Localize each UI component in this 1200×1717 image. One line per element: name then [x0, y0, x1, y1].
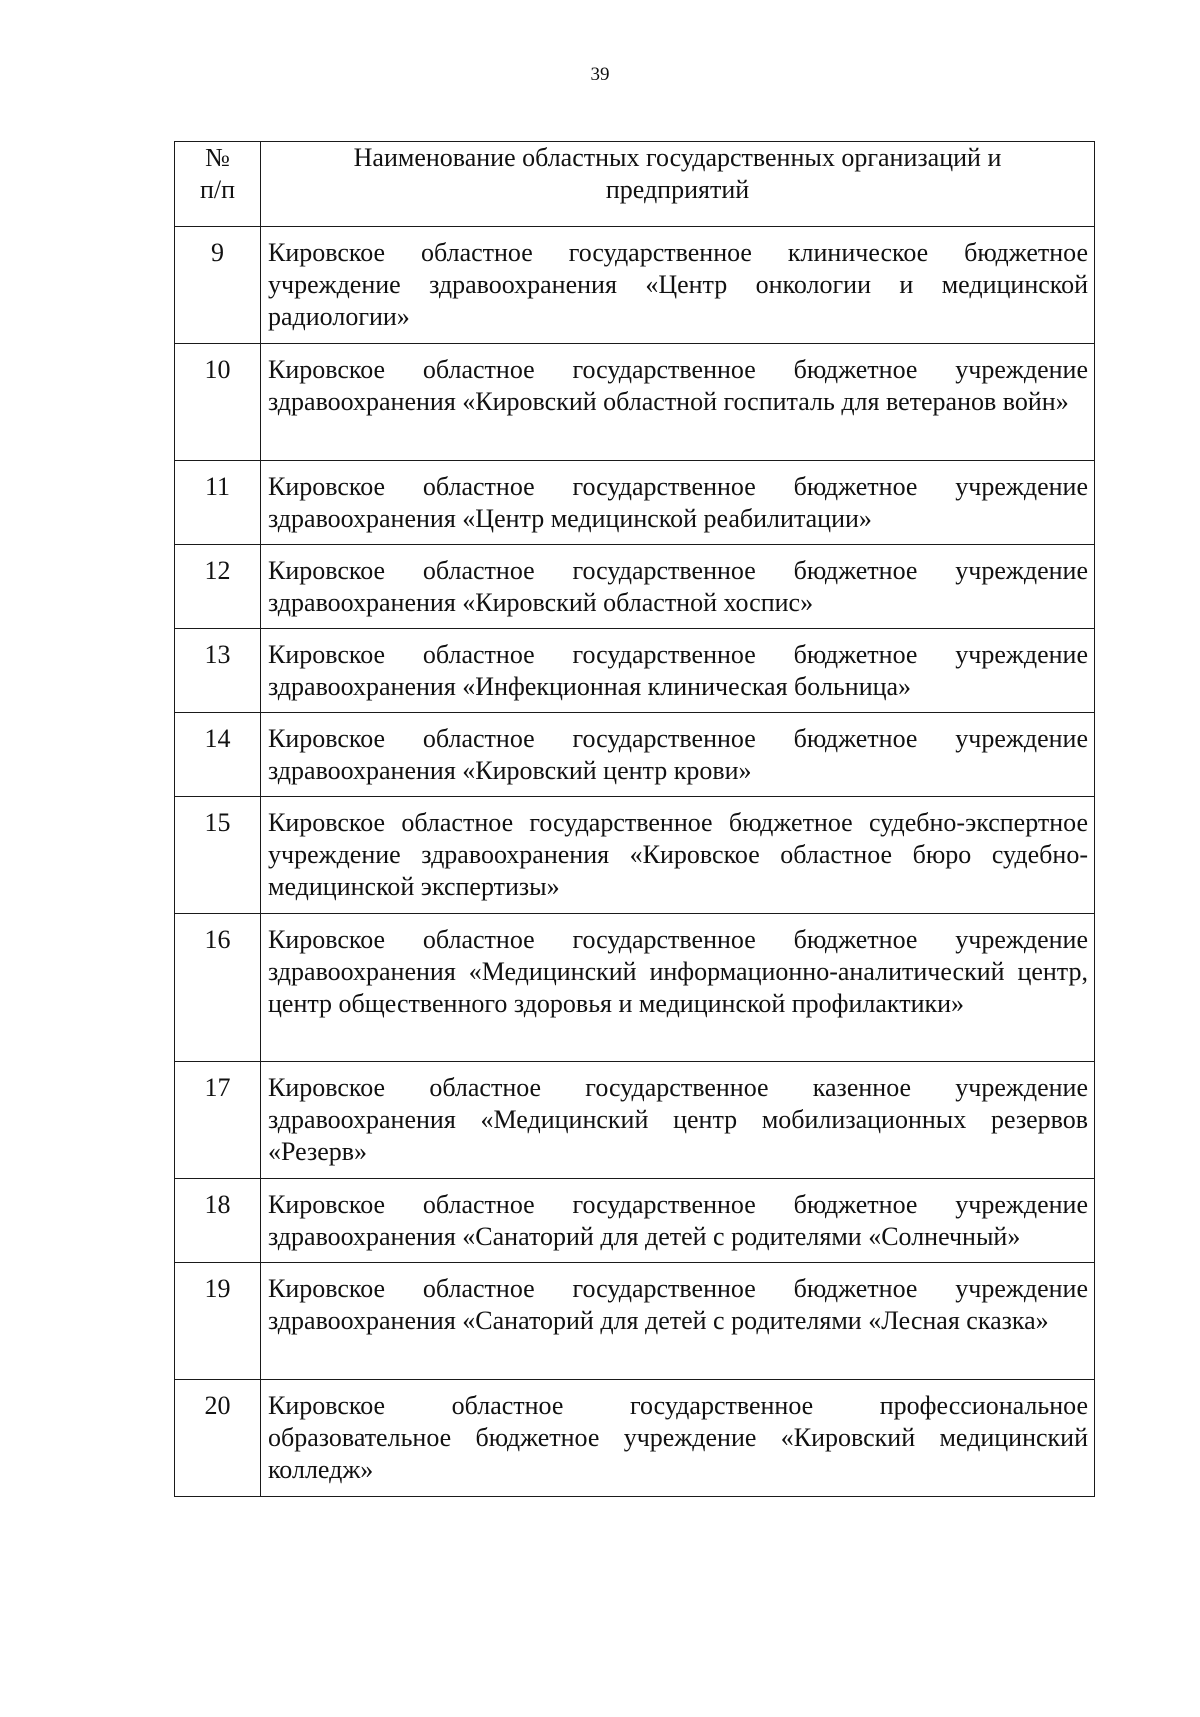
- table-header-row: [175, 142, 1095, 227]
- row-number: 16: [175, 914, 261, 1062]
- row-organization-name: Кировское областное государственное бюджетное учреждение здравоохранения «Санаторий для детей с родителями «Солнечный»: [261, 1179, 1095, 1263]
- row-organization-name: Кировское областное государственное клиническое бюджетное учреждение здравоохранения «Центр онкологии и медицинской радиологии»: [261, 227, 1095, 344]
- page-number: 39: [590, 64, 610, 85]
- row-organization-name: Кировское областное государственное бюджетное учреждение здравоохранения «Кировский областной госпиталь для ветеранов войн»: [261, 344, 1095, 461]
- table-row: [175, 797, 1095, 914]
- organizations-table: [174, 141, 1095, 1497]
- row-number: 13: [175, 629, 261, 713]
- row-organization-name: Кировское областное государственное бюджетное учреждение здравоохранения «Инфекционная клиническая больница»: [261, 629, 1095, 713]
- table-row: [175, 545, 1095, 629]
- row-number: 10: [175, 344, 261, 461]
- row-organization-name: Кировское областное государственное казенное учреждение здравоохранения «Медицинский центр мобилизационных резервов «Резерв»: [261, 1062, 1095, 1179]
- table-row: [175, 461, 1095, 545]
- row-organization-name: Кировское областное государственное бюджетное учреждение здравоохранения «Центр медицинской реабилитации»: [261, 461, 1095, 545]
- row-number: 18: [175, 1179, 261, 1263]
- row-number: 17: [175, 1062, 261, 1179]
- table-row: [175, 629, 1095, 713]
- table-row: [175, 1263, 1095, 1380]
- table-row: [175, 914, 1095, 1062]
- row-number: 19: [175, 1263, 261, 1380]
- row-organization-name: Кировское областное государственное бюджетное учреждение здравоохранения «Медицинский информационно-аналитический центр, центр общественного здоровья и медицинской профилактики»: [261, 914, 1095, 1062]
- table-row: [175, 227, 1095, 344]
- row-organization-name: Кировское областное государственное профессиональное образовательное бюджетное учреждение «Кировский медицинский колледж»: [261, 1380, 1095, 1497]
- header-number-cell: [175, 142, 261, 227]
- header-number-abbrev: п/п: [199, 175, 236, 204]
- row-organization-name: Кировское областное государственное бюджетное учреждение здравоохранения «Кировский областной хоспис»: [261, 545, 1095, 629]
- row-organization-name: Кировское областное государственное бюджетное судебно-экспертное учреждение здравоохранения «Кировское областное бюро судебно-медицинской экспертизы»: [261, 797, 1095, 914]
- table-row: [175, 344, 1095, 461]
- table-row: [175, 1179, 1095, 1263]
- header-name-cell: Наименование областных государственных организаций и предприятий: [261, 142, 1095, 227]
- row-number: 20: [175, 1380, 261, 1497]
- row-number: 9: [175, 227, 261, 344]
- header-number-symbol: №: [205, 143, 230, 172]
- row-organization-name: Кировское областное государственное бюджетное учреждение здравоохранения «Санаторий для детей с родителями «Лесная сказка»: [261, 1263, 1095, 1380]
- row-number: 14: [175, 713, 261, 797]
- table-row: [175, 713, 1095, 797]
- table-row: [175, 1062, 1095, 1179]
- table-row: [175, 1380, 1095, 1497]
- row-number: 12: [175, 545, 261, 629]
- row-number: 11: [175, 461, 261, 545]
- row-organization-name: Кировское областное государственное бюджетное учреждение здравоохранения «Кировский центр крови»: [261, 713, 1095, 797]
- row-number: 15: [175, 797, 261, 914]
